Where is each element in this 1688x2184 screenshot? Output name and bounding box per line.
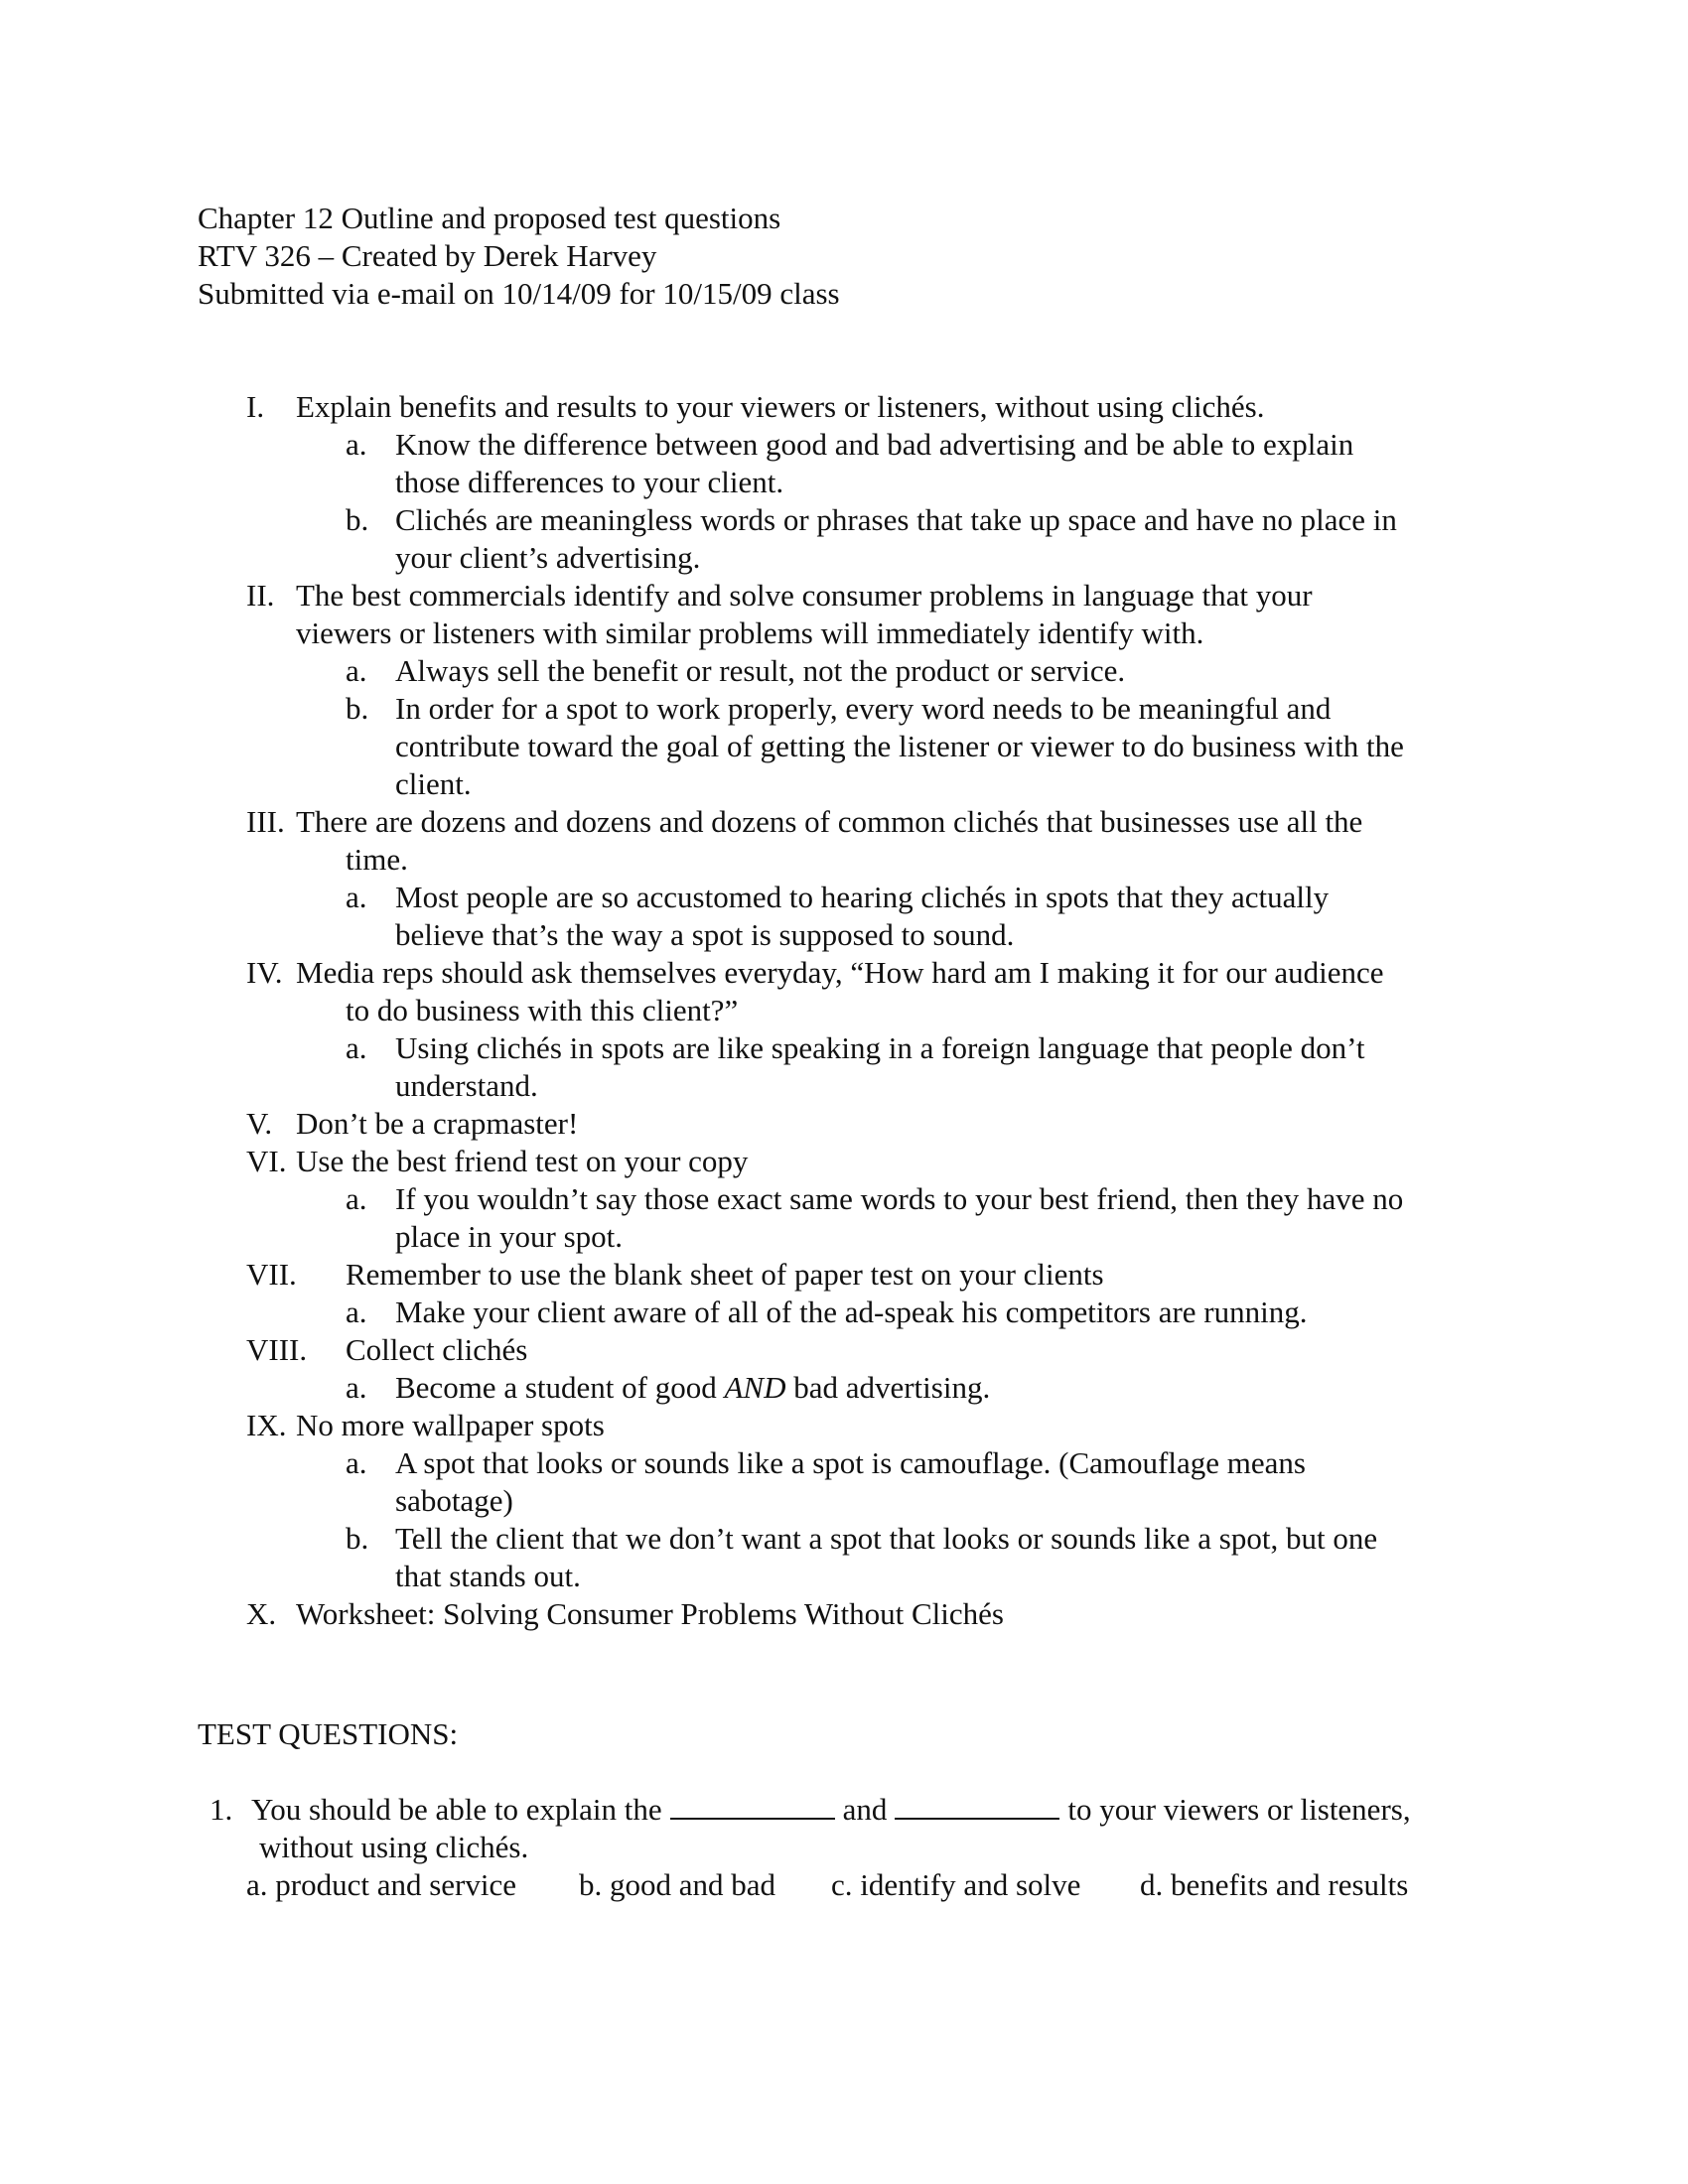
subitem-text: bad advertising. <box>785 1370 991 1405</box>
subitem-line: sabotage) <box>395 1483 513 1518</box>
outline-text: time. <box>346 842 408 877</box>
subitem-line: Make your client aware of all of the ad-speak his competitors are running. <box>395 1295 1308 1329</box>
header-title: Chapter 12 Outline and proposed test questions <box>198 201 781 235</box>
subitem-line: If you wouldn’t say those exact same words to your best friend, then they have no <box>395 1181 1404 1216</box>
outline-subitem <box>0 426 1487 501</box>
header-course: RTV 326 – Created by Derek Harvey <box>198 238 657 273</box>
question-text: You should be able to explain the <box>251 1792 662 1827</box>
outline-text: Use the best friend test on your copy <box>296 1144 749 1178</box>
outline-number: VIII. <box>246 1332 308 1367</box>
outline-subitem <box>0 690 1487 803</box>
subitem-letter: a. <box>346 880 367 914</box>
outline-text: Don’t be a crapmaster! <box>296 1106 579 1141</box>
outline-number: I. <box>246 389 265 424</box>
subitem-letter: a. <box>346 1370 367 1405</box>
document-header <box>198 200 1488 313</box>
outline-item-vi <box>0 1143 1468 1180</box>
outline-number: III. <box>246 804 285 839</box>
outline-subitem <box>0 1294 1487 1331</box>
outline-text: There are dozens and dozens and dozens of common clichés that businesses use all the <box>296 804 1363 839</box>
subitem-line: Tell the client that we don’t want a spot that looks or sounds like a spot, but one <box>395 1521 1378 1556</box>
subitem-line: place in your spot. <box>395 1219 624 1254</box>
choice-b: b. good and bad <box>579 1867 776 1902</box>
outline-text: Explain benefits and results to your viewers or listeners, without using clichés. <box>296 389 1265 424</box>
outline-number: V. <box>246 1106 273 1141</box>
subitem-letter: b. <box>346 502 369 537</box>
subitem-line <box>395 1369 1487 1407</box>
outline-text: to do business with this client?” <box>346 993 739 1027</box>
subitem-line: Know the difference between good and bad advertising and be able to explain <box>395 427 1354 462</box>
outline-text: No more wallpaper spots <box>296 1408 605 1442</box>
outline-subitem <box>0 1180 1487 1256</box>
subitem-letter: a. <box>346 1181 367 1216</box>
subitem-letter: b. <box>346 691 369 726</box>
outline-number: VII. <box>246 1257 297 1292</box>
test-questions-heading: TEST QUESTIONS: <box>198 1716 459 1751</box>
outline-item-iv <box>0 954 1468 1029</box>
subitem-line: A spot that looks or sounds like a spot is camouflage. (Camouflage means <box>395 1445 1306 1480</box>
subitem-line: that stands out. <box>395 1559 581 1593</box>
outline-subitem <box>0 879 1487 954</box>
outline-number: VI. <box>246 1144 287 1178</box>
question-line-2: without using clichés. <box>259 1830 529 1864</box>
subitem-letter: a. <box>346 1445 367 1480</box>
outline-text: viewers or listeners with similar problems will immediately identify with. <box>296 615 1204 650</box>
question-number: 1. <box>210 1792 233 1827</box>
choice-d: d. benefits and results <box>1140 1867 1409 1902</box>
outline-item-viii <box>0 1331 1468 1369</box>
answer-blank <box>895 1792 1059 1820</box>
choice-a: a. product and service <box>246 1867 516 1902</box>
subitem-line: Clichés are meaningless words or phrases that take up space and have no place in <box>395 502 1397 537</box>
emphasis-text: AND <box>724 1370 786 1405</box>
outline-subitem <box>0 1520 1487 1595</box>
question-text: to your viewers or listeners, <box>1067 1792 1411 1827</box>
outline-item-x <box>0 1595 1468 1633</box>
subitem-line: client. <box>395 766 472 801</box>
question-line <box>0 1791 1492 1829</box>
outline-item-vii <box>0 1256 1468 1294</box>
outline-item-i <box>0 388 1468 426</box>
answer-choices <box>0 1866 1688 1904</box>
outline-subitem <box>0 1029 1487 1105</box>
chapter-outline <box>0 388 1688 1633</box>
choice-c: c. identify and solve <box>831 1867 1081 1902</box>
subitem-line: contribute toward the goal of getting the listener or viewer to do business with the <box>395 729 1404 763</box>
subitem-letter: b. <box>346 1521 369 1556</box>
outline-subitem <box>0 1444 1487 1520</box>
outline-number: IX. <box>246 1408 287 1442</box>
subitem-line: understand. <box>395 1068 538 1103</box>
test-question-1 <box>0 1791 1688 1904</box>
outline-subitem <box>0 501 1487 577</box>
subitem-line: Always sell the benefit or result, not the product or service. <box>395 653 1126 688</box>
subitem-line: In order for a spot to work properly, every word needs to be meaningful and <box>395 691 1332 726</box>
subitem-text: Become a student of good <box>395 1370 725 1405</box>
outline-item-iii <box>0 803 1468 879</box>
subitem-line: your client’s advertising. <box>395 540 701 575</box>
answer-blank <box>670 1792 835 1820</box>
header-submission: Submitted via e-mail on 10/14/09 for 10/15/09 class <box>198 276 840 311</box>
outline-text: Collect clichés <box>346 1332 528 1367</box>
outline-subitem <box>0 652 1487 690</box>
subitem-line: believe that’s the way a spot is supposed to sound. <box>395 917 1015 952</box>
outline-subitem <box>0 1369 1487 1407</box>
subitem-letter: a. <box>346 427 367 462</box>
outline-number: II. <box>246 578 275 613</box>
subitem-letter: a. <box>346 1295 367 1329</box>
outline-item-v <box>0 1105 1468 1143</box>
question-text: and <box>842 1792 888 1827</box>
outline-number: X. <box>246 1596 277 1631</box>
subitem-line: Most people are so accustomed to hearing clichés in spots that they actually <box>395 880 1330 914</box>
subitem-line: those differences to your client. <box>395 465 784 499</box>
outline-text: Media reps should ask themselves everyday, “How hard am I making it for our audience <box>296 955 1384 990</box>
outline-text: Worksheet: Solving Consumer Problems Without Clichés <box>296 1596 1004 1631</box>
outline-number: IV. <box>246 955 283 990</box>
subitem-letter: a. <box>346 1030 367 1065</box>
subitem-letter: a. <box>346 653 367 688</box>
outline-item-ii <box>0 577 1468 652</box>
outline-item-ix <box>0 1407 1468 1444</box>
outline-text: The best commercials identify and solve consumer problems in language that your <box>296 578 1313 613</box>
subitem-line: Using clichés in spots are like speaking in a foreign language that people don’t <box>395 1030 1365 1065</box>
outline-text: Remember to use the blank sheet of paper test on your clients <box>346 1257 1104 1292</box>
